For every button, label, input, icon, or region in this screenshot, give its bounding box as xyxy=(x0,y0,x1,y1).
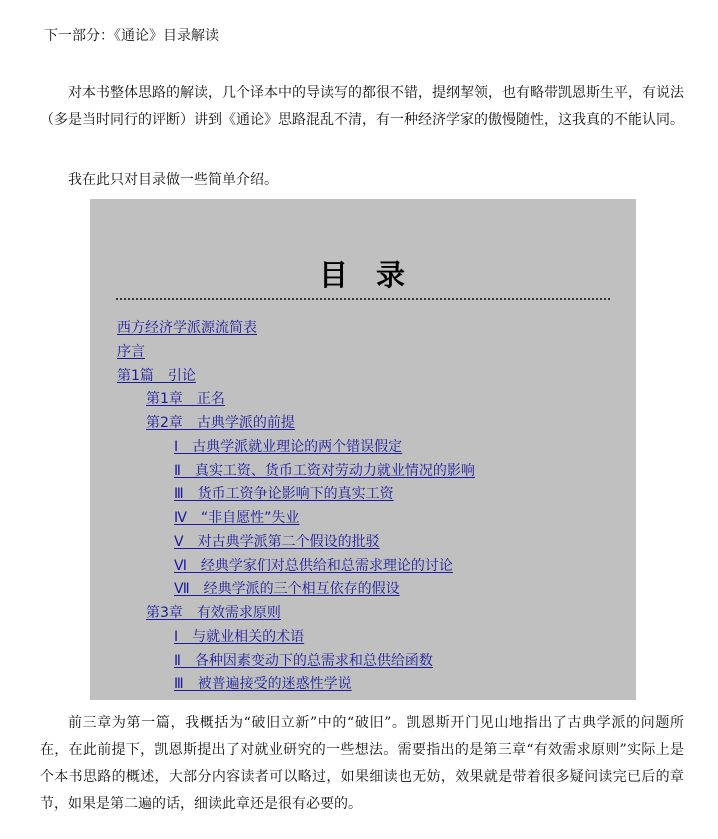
toc-link[interactable]: Ⅵ 经典学家们对总供给和总需求理论的讨论 xyxy=(174,557,453,574)
summary-paragraph: 前三章为第一篇，我概括为“破旧立新”中的“破旧”。凯恩斯开门见山地指出了古典学派的问题所在，在此前提下，凯恩斯提出了对就业研究的一些想法。需要指出的是第三章“有效需求原则”实际上是个本书思路的概述，大部分内容读者可以略过，如果细读也无妨，效果就是带着很多疑问读完已后的章节，如果是第二遍的话，细读此章还是很有必要的。 xyxy=(40,715,684,812)
toc-title-char: 录 xyxy=(376,258,408,292)
toc-panel xyxy=(90,199,636,700)
toc-item xyxy=(90,483,636,507)
toc-item xyxy=(90,365,636,389)
toc-item xyxy=(90,673,636,697)
toc-item xyxy=(90,436,636,460)
toc-item xyxy=(90,626,636,650)
toc-link[interactable]: 第1章 正名 xyxy=(146,391,225,408)
toc-item xyxy=(90,412,636,436)
toc-link[interactable]: Ⅱ 真实工资、货币工资对劳动力就业情况的影响 xyxy=(174,462,475,479)
toc-link[interactable]: Ⅳ “非自愿性”失业 xyxy=(174,510,300,526)
toc-title-char: 目 xyxy=(318,258,350,292)
toc-link[interactable]: Ⅲ 货币工资争论影响下的真实工资 xyxy=(174,486,394,503)
toc-link[interactable]: 西方经济学派源流简表 xyxy=(117,320,257,336)
toc-link[interactable]: Ⅱ 各种因素变动下的总需求和总供给函数 xyxy=(174,652,433,669)
toc-item xyxy=(90,578,636,602)
toc-intro-paragraph: 我在此只对目录做一些简单介绍。 xyxy=(68,172,278,188)
toc-item xyxy=(90,388,636,412)
toc-list xyxy=(90,317,636,697)
toc-link[interactable]: 第1篇 引论 xyxy=(117,367,196,384)
toc-item xyxy=(90,602,636,626)
toc-item xyxy=(90,531,636,555)
toc-title xyxy=(90,255,636,295)
toc-link[interactable]: 第2章 古典学派的前提 xyxy=(146,415,295,431)
toc-item xyxy=(90,341,636,365)
section-heading: 下一部分：《通论》目录解读 xyxy=(44,28,219,44)
toc-item xyxy=(90,507,636,531)
toc-item xyxy=(90,555,636,579)
toc-link[interactable]: Ⅰ 古典学派就业理论的两个错误假定 xyxy=(174,438,403,455)
intro-paragraph: 对本书整体思路的解读，几个译本中的导读写的都很不错，提纲挈领，也有略带凯恩斯生平，有说法（多是当时同行的评断）讲到《通论》思路混乱不清，有一种经济学家的傲慢随性，这我真的不能认同。 xyxy=(40,85,684,128)
toc-item xyxy=(90,650,636,674)
toc-dotted-divider xyxy=(116,298,610,300)
toc-item xyxy=(90,460,636,484)
toc-link[interactable]: 序言 xyxy=(117,343,145,360)
toc-link[interactable]: Ⅴ 对古典学派第二个假设的批驳 xyxy=(174,533,380,550)
toc-link[interactable]: 第3章 有效需求原则 xyxy=(146,605,281,621)
toc-item xyxy=(90,317,636,341)
toc-link[interactable]: Ⅰ 与就业相关的术语 xyxy=(174,628,305,645)
toc-link[interactable]: Ⅲ 被普遍接受的迷惑性学说 xyxy=(174,676,352,693)
toc-link[interactable]: Ⅶ 经典学派的三个相互依存的假设 xyxy=(174,581,400,598)
